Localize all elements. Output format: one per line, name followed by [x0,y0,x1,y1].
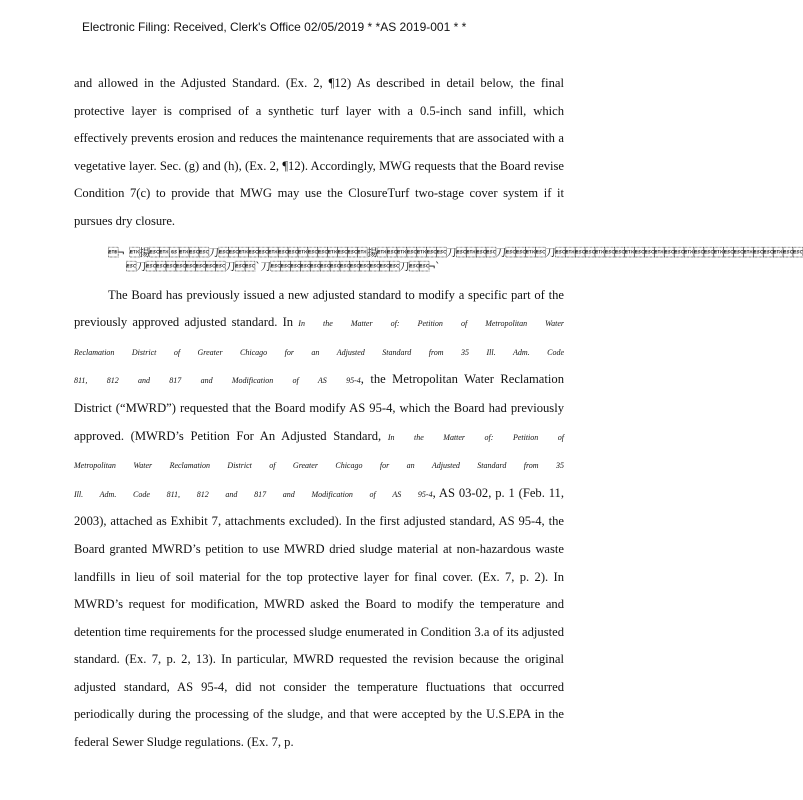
paragraph-closure-turf: and allowed in the Adjusted Standard. (Ex. 2, ¶12) As described in detail below, the final protective layer is comprised of a synthetic turf layer with a 0.5-inch sand infill, which effectively prevents erosion and reduces the maintenance requirements that are associated with a vegetative layer. Sec. (g) and (h), (Ex. 2, ¶12). Accordingly, MWG requests that the Board revise Condition 7(c) to provide that MWG may use the ClosureTurf two-stage cover system if it pursues dry closure. [74,76,564,228]
paragraph-run-1: The Board has previously issued a new adjusted standard to modify a specific part of the previously approved adjusted standard. In [74,287,564,330]
garbled-section-heading [74,246,803,274]
document-body [74,70,803,757]
garbled-heading-line-1: ¬ 揚 刀揚刀刀刀 [108,246,803,259]
paragraph-mwrd-precedent [74,282,564,757]
case-citation-1: In the Matter of: Petition of Metropolitan Water Reclamation District of Greater Chicago for an Adjusted Standard from 35 Ill. Adm. Code 811, 812 and 817 and Modification of AS 95-4 [74,319,564,386]
case-citation-2: In the Matter of: Petition of Metropolitan Water Reclamation District of Greater Chicago for an Adjusted Standard from 35 Ill. Adm. Code 811, 812 and 817 and Modification of AS 95-4 [74,432,564,499]
garbled-heading-line-2: 刀刀`刀刀¬` [126,260,441,273]
paragraph-run-3: , AS 03-02, p. 1 (Feb. 11, 2003), attached as Exhibit 7, attachments excluded). In the first adjusted standard, AS 95-4, the Board granted MWRD’s petition to use MWRD dried sludge material at non-hazardous waste landfills in lieu of soil material for the top protective layer for final cover. (Ex. 7, p. 2). In MWRD’s request for modification, MWRD asked the Board to modify the temperature and detention time requirements for the processed sludge enumerated in Condition 3.a of its adjusted standard. (Ex. 7, p. 2, 13). In particular, MWRD requested the revision because the original adjusted standard, AS 95-4, did not consider the temperature fluctuations that occurred periodically during the processing of the sludge, and that were accepted by the U.S.EPA in the federal Sewer Sludge regulations. (Ex. 7, p. [74,485,564,750]
filing-stamp-header: Electronic Filing: Received, Clerk's Office 02/05/2019 * *AS 2019-001 * * [82,20,467,34]
paragraph-run-2: , the Metropolitan Water Reclamation District (“MWRD”) requested that the Board modify AS 95-4, which the Board had previously approved. (MWRD’s Petition For An Adjusted Standard, [74,372,564,443]
